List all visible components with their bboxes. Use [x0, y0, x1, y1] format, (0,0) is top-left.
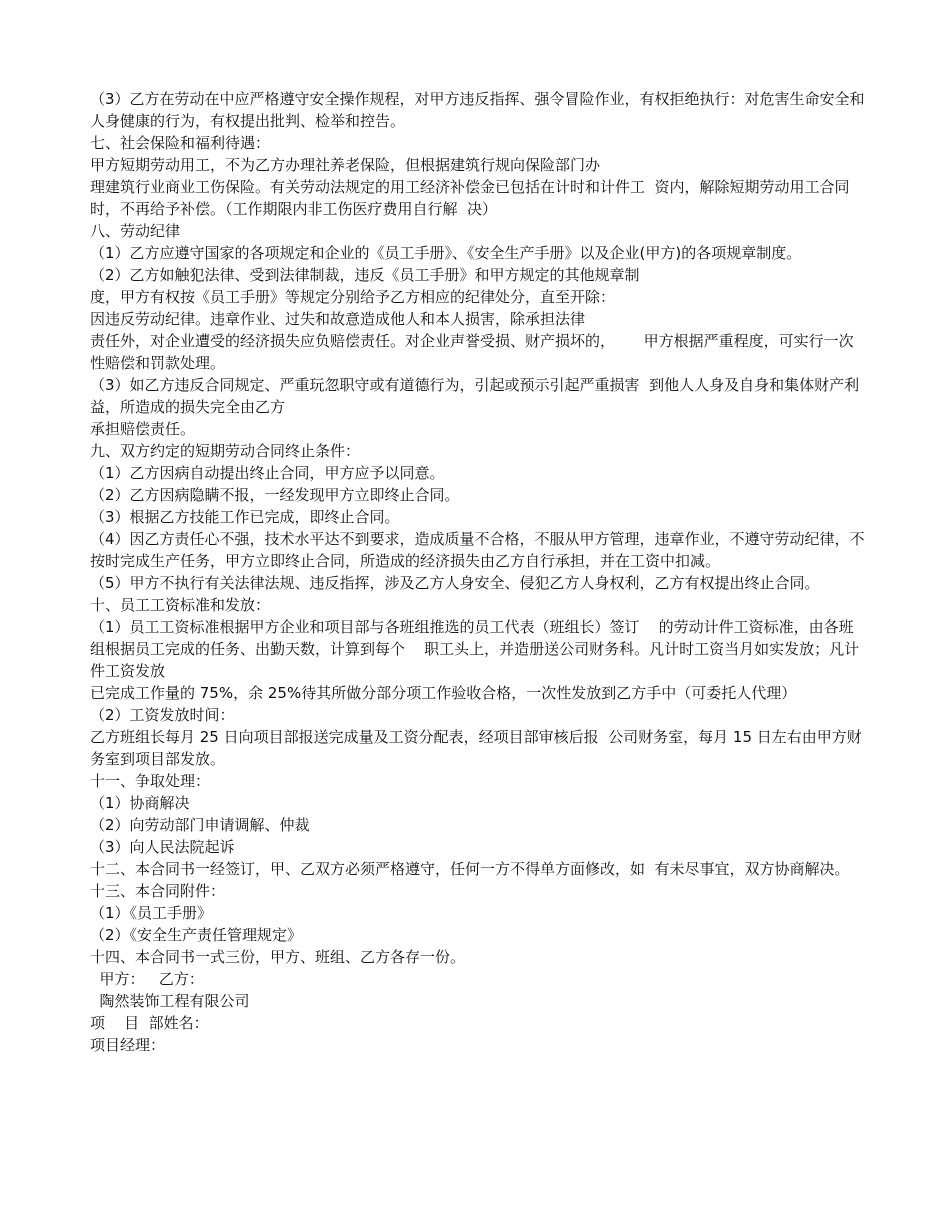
section-8-heading: 八、劳动纪律 [90, 222, 181, 240]
project-department-name: 项 目 部姓名： [90, 1014, 209, 1032]
discipline-violation: 因违反劳动纪律。违章作业、过失和故意造成他人和本人损害，除承担法律 [90, 310, 586, 328]
wage-payment-schedule: 乙方班组长每月 25 日向项目部报送完成量及工资分配表，经项目部审核后报 公司财务室，每月 15 日左右由甲方财务室到项目部发放。 [90, 728, 862, 768]
termination-item-2: （2）乙方因病隐瞒不报，一经发现甲方立即终止合同。 [90, 486, 460, 504]
section-13-heading: 十三、本合同附件： [90, 882, 226, 900]
discipline-item-2: （2）乙方如触犯法律、受到法律制裁，违反《员工手册》和甲方规定的其他规章制 [90, 266, 640, 284]
wage-item-2: （2）工资发放时间： [90, 706, 235, 724]
wage-item-1-cont: 已完成工作量的 75%，余 25%待其所做分部分项工作验收合格，一次性发放到乙方手中（可委托人代理） [90, 684, 797, 702]
discipline-item-1: （1）乙方应遵守国家的各项规定和企业的《员工手册》、《安全生产手册》以及企业(甲方)的各项规章制度。 [90, 244, 802, 262]
section-10-heading: 十、员工工资标准和发放： [90, 596, 271, 614]
dispute-item-2: （2）向劳动部门申请调解、仲裁 [90, 816, 310, 834]
section-14-paragraph: 十四、本合同书一式三份，甲方、班组、乙方各存一份。 [90, 948, 466, 966]
section-12-paragraph: 十二、本合同书一经签订，甲、乙双方必须严格遵守，任何一方不得单方面修改，如 有未尽事宜，双方协商解决。 [90, 860, 850, 878]
discipline-item-3: （3）如乙方违反合同规定、严重玩忽职守或有道德行为，引起或预示引起严重损害 到他人人身及自身和集体财产利益，所造成的损失完全由乙方 [90, 376, 860, 416]
insurance-paragraph-1: 甲方短期劳动用工，不为乙方办理社养老保险，但根据建筑行规向保险部门办 [90, 156, 601, 174]
termination-item-3: （3）根据乙方技能工作已完成，即终止合同。 [90, 508, 400, 526]
discipline-item-2-cont: 度，甲方有权按《员工手册》等规定分别给予乙方相应的纪律处分，直至开除： [90, 288, 616, 306]
company-name: 陶然装饰工程有限公司 [90, 992, 250, 1010]
termination-item-1: （1）乙方因病自动提出终止合同，甲方应予以同意。 [90, 464, 445, 482]
dispute-item-1: （1）协商解决 [90, 794, 190, 812]
discipline-item-3-cont: 承担赔偿责任。 [90, 420, 196, 438]
attachment-item-2: （2）《安全生产责任管理规定》 [90, 926, 303, 944]
termination-item-4: （4）因乙方责任心不强，技术水平达不到要求，造成质量不合格，不服从甲方管理，违章作业，不遵守劳动纪律，不按时完成生产任务，甲方立即终止合同，所造成的经济损失由乙方自行承担，并在工资中扣减。 [90, 530, 865, 570]
termination-item-5: （5）甲方不执行有关法律法规、违反指挥，涉及乙方人身安全、侵犯乙方人身权利，乙方有权提出终止合同。 [90, 574, 820, 592]
document-body [90, 88, 865, 1056]
clause-safety-rights: （3）乙方在劳动在中应严格遵守安全操作规程，对甲方违反指挥、强令冒险作业，有权拒绝执行：对危害生命安全和人身健康的行为，有权提出批判、检举和控告。 [90, 90, 865, 130]
attachment-item-1: （1）《员工手册》 [90, 904, 213, 922]
section-7-heading: 七、社会保险和福利待遇： [90, 134, 271, 152]
project-manager: 项目经理： [90, 1036, 166, 1054]
wage-item-1: （1）员工工资标准根据甲方企业和项目部与各班组推选的员工代表（班组长）签订 的劳动计件工资标准，由各班组根据员工完成的任务、出勤天数，计算到每个 职工头上，并造册送公司财务科。凡计时工资当月如实发放；凡计件工资发放 [90, 618, 860, 680]
dispute-item-3: （3）向人民法院起诉 [90, 838, 235, 856]
section-11-heading: 十一、争取处理： [90, 772, 211, 790]
insurance-paragraph-2: 理建筑行业商业工伤保险。有关劳动法规定的用工经济补偿金已包括在计时和计件工 资内，解除短期劳动用工合同时，不再给予补偿。（工作期限内非工伤医疗费用自行解 决） [90, 178, 850, 218]
signature-parties: 甲方： 乙方： [90, 970, 204, 988]
section-9-heading: 九、双方约定的短期劳动合同终止条件： [90, 442, 361, 460]
discipline-liability: 责任外，对企业遭受的经济损失应负赔偿责任。对企业声誉受损、财产损坏的， 甲方根据严重程度，可实行一次性赔偿和罚款处理。 [90, 332, 854, 372]
